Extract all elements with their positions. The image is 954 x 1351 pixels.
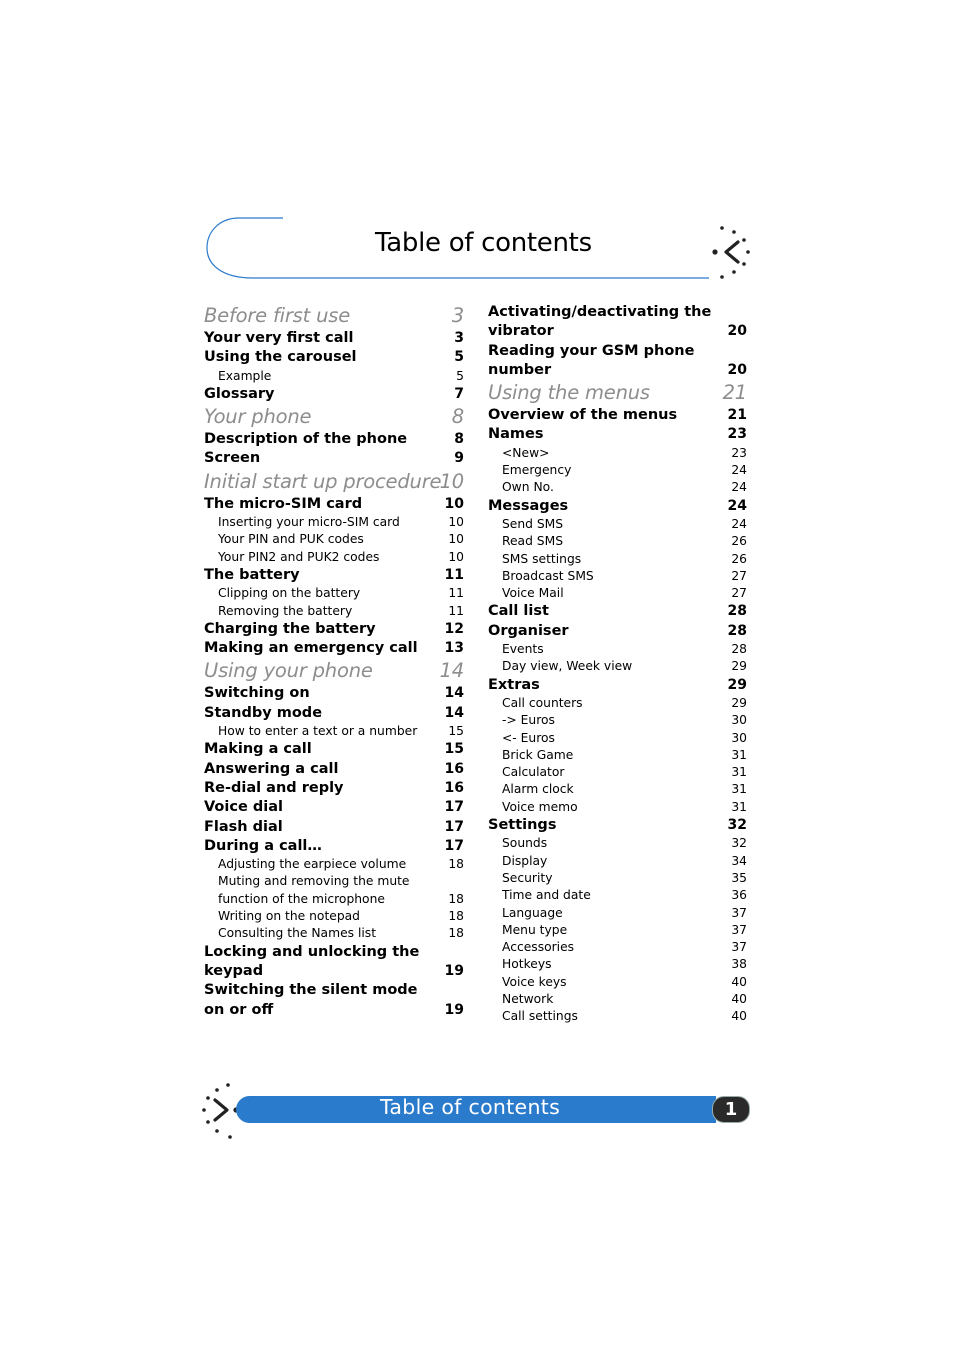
toc-page-number: 11 xyxy=(444,566,464,583)
toc-page-number: 21 xyxy=(727,407,747,424)
toc-entry-label: Making an emergency call xyxy=(204,640,418,657)
toc-entry-label: Switching the silent mode xyxy=(204,982,418,999)
toc-subentry xyxy=(488,764,747,781)
toc-entry-label: Using your phone xyxy=(204,659,373,683)
footer-title: Table of contents xyxy=(380,1095,561,1119)
toc-entry xyxy=(488,497,747,516)
toc-entry-label: Removing the battery xyxy=(218,603,353,618)
toc-entry xyxy=(204,779,464,798)
toc-entry-label: The battery xyxy=(204,566,300,583)
toc-section-heading xyxy=(204,658,464,684)
toc-entry xyxy=(204,837,464,856)
toc-page-number: 15 xyxy=(448,724,464,739)
toc-subentry xyxy=(204,585,464,602)
toc-entry-label: Call counters xyxy=(502,695,583,710)
toc-entry-label: Menu type xyxy=(502,922,568,937)
toc-subentry xyxy=(488,835,747,852)
toc-page-number: 5 xyxy=(454,349,464,366)
toc-page-number: 31 xyxy=(731,782,747,797)
toc-subentry xyxy=(204,531,464,548)
toc-entry-label: Your PIN and PUK codes xyxy=(218,532,364,547)
toc-subentry xyxy=(204,603,464,620)
toc-page-number: 29 xyxy=(731,659,747,674)
toc-entry-label: Sounds xyxy=(502,836,548,851)
toc-entry xyxy=(204,981,464,1000)
toc-entry xyxy=(204,385,464,404)
toc-page-number: 11 xyxy=(448,603,464,618)
dots-chevron-icon xyxy=(200,1080,240,1142)
toc-entry xyxy=(204,566,464,585)
toc-entry xyxy=(204,684,464,703)
toc-entry xyxy=(204,329,464,348)
toc-entry xyxy=(204,430,464,449)
toc-subentry xyxy=(488,730,747,747)
toc-entry xyxy=(488,425,747,444)
toc-entry-label: Screen xyxy=(204,450,261,467)
toc-page-number: 23 xyxy=(731,445,747,460)
toc-page-number: 29 xyxy=(731,695,747,710)
toc-page-number: 28 xyxy=(731,642,747,657)
toc-page-number: 15 xyxy=(444,741,464,758)
toc-subentry xyxy=(488,905,747,922)
toc-entry-label: Call settings xyxy=(502,1009,578,1024)
toc-subentry xyxy=(488,533,747,550)
toc-subentry xyxy=(204,925,464,942)
toc-entry xyxy=(204,962,464,981)
toc-subentry xyxy=(204,368,464,385)
toc-entry-label: Network xyxy=(502,991,554,1006)
toc-entry-label: Clipping on the battery xyxy=(218,586,361,601)
toc-entry-label: on or off xyxy=(204,1001,274,1018)
toc-entry xyxy=(204,1001,464,1020)
toc-entry-label: Initial start up procedure xyxy=(204,469,442,493)
toc-entry-label: Organiser xyxy=(488,622,569,639)
toc-entry-label: Calculator xyxy=(502,765,565,780)
toc-page-number: 10 xyxy=(448,532,464,547)
toc-page-number: 40 xyxy=(731,1009,747,1024)
toc-entry-label: Settings xyxy=(488,817,557,834)
toc-subentry xyxy=(488,1008,747,1025)
toc-page-number: 10 xyxy=(448,515,464,530)
toc-entry xyxy=(204,740,464,759)
toc-page-number: 8 xyxy=(454,431,464,448)
toc-page-number: 32 xyxy=(731,836,747,851)
toc-entry-label: Charging the battery xyxy=(204,620,376,637)
toc-page-number: 19 xyxy=(444,1001,464,1018)
toc-entry-label: Names xyxy=(488,426,544,443)
toc-entry-label: Standby mode xyxy=(204,704,323,721)
toc-entry-label: Your phone xyxy=(204,405,312,429)
toc-page-number: 13 xyxy=(444,640,464,657)
toc-entry-label: Alarm clock xyxy=(502,782,574,797)
toc-entry xyxy=(204,348,464,367)
toc-page-number: 9 xyxy=(454,450,464,467)
toc-page-number: 18 xyxy=(448,909,464,924)
toc-entry-label: Send SMS xyxy=(502,516,564,531)
toc-entry-label: Activating/deactivating the xyxy=(488,304,712,320)
toc-subentry xyxy=(488,870,747,887)
toc-page-number: 40 xyxy=(731,991,747,1006)
toc-page-number: 17 xyxy=(444,799,464,816)
dots-chevron-icon xyxy=(708,222,754,280)
toc-subentry xyxy=(204,891,464,908)
toc-entry xyxy=(204,798,464,817)
toc-entry-label: Before first use xyxy=(204,304,351,327)
toc-entry-label: Reading your GSM phone xyxy=(488,342,695,359)
toc-entry-label: Events xyxy=(502,642,544,657)
toc-entry xyxy=(204,449,464,468)
toc-page-number: 20 xyxy=(727,323,747,340)
toc-entry xyxy=(204,760,464,779)
toc-entry-label: Your very first call xyxy=(204,330,354,346)
toc-page-number: 28 xyxy=(727,622,747,639)
toc-entry-label: Your PIN2 and PUK2 codes xyxy=(218,549,380,564)
toc-entry-label: SMS settings xyxy=(502,551,582,566)
toc-page-number: 38 xyxy=(731,957,747,972)
toc-entry-label: Extras xyxy=(488,676,540,693)
toc-entry-label: Language xyxy=(502,905,563,920)
toc-subentry xyxy=(488,516,747,533)
toc-entry-label: Glossary xyxy=(204,385,275,402)
toc-subentry xyxy=(488,658,747,675)
toc-page-number: 34 xyxy=(731,853,747,868)
toc-subentry xyxy=(488,991,747,1008)
toc-entry-label: Brick Game xyxy=(502,747,574,762)
toc-page-number: 40 xyxy=(731,974,747,989)
toc-entry-label: Overview of the menus xyxy=(488,407,678,424)
toc-page-number: 24 xyxy=(727,497,747,514)
toc-entry-label: Switching on xyxy=(204,685,310,702)
toc-entry xyxy=(488,322,747,341)
toc-entry-label: vibrator xyxy=(488,323,554,340)
toc-page-number: 14 xyxy=(439,659,464,683)
toc-entry-label: Time and date xyxy=(502,888,591,903)
toc-entry-label: The micro-SIM card xyxy=(204,495,363,512)
toc-entry-label: Inserting your micro-SIM card xyxy=(218,515,400,530)
toc-left-column xyxy=(204,303,464,1020)
toc-entry xyxy=(488,816,747,835)
toc-page-number: 16 xyxy=(444,779,464,796)
toc-page-number: 31 xyxy=(731,765,747,780)
toc-subentry xyxy=(204,723,464,740)
toc-entry-label: Voice memo xyxy=(502,799,578,814)
toc-page-number: 14 xyxy=(444,704,464,721)
toc-page-number: 7 xyxy=(454,385,464,402)
toc-section-heading xyxy=(488,380,747,406)
toc-entry-label: Writing on the notepad xyxy=(218,909,360,924)
toc-page-number: 37 xyxy=(731,905,747,920)
toc-right-column xyxy=(488,303,747,1026)
toc-entry xyxy=(204,818,464,837)
page-number: 1 xyxy=(724,1099,738,1120)
toc-entry-label: Answering a call xyxy=(204,760,339,777)
toc-page-number: 24 xyxy=(731,480,747,495)
toc-entry-label: Using the carousel xyxy=(204,349,357,366)
toc-subentry xyxy=(488,974,747,991)
toc-page-number: 36 xyxy=(731,888,747,903)
toc-entry-label: keypad xyxy=(204,962,264,979)
toc-entry xyxy=(488,676,747,695)
toc-entry xyxy=(204,639,464,658)
toc-subentry xyxy=(488,479,747,496)
toc-page-number: 8 xyxy=(451,405,464,429)
toc-page-number: 26 xyxy=(731,534,747,549)
toc-subentry xyxy=(204,908,464,925)
toc-subentry xyxy=(488,922,747,939)
toc-page-number: 18 xyxy=(448,857,464,872)
toc-entry-label: <New> xyxy=(502,445,550,460)
toc-entry-label: Description of the phone xyxy=(204,431,408,448)
toc-page-number: 12 xyxy=(444,620,464,637)
toc-page-number: 18 xyxy=(448,891,464,906)
toc-entry-label: Messages xyxy=(488,497,569,514)
toc-page-number: 37 xyxy=(731,940,747,955)
toc-entry-label: Accessories xyxy=(502,940,575,955)
toc-page-number: 20 xyxy=(727,361,747,378)
toc-subentry xyxy=(488,853,747,870)
toc-entry-label: Making a call xyxy=(204,741,312,758)
toc-page-number: 10 xyxy=(448,549,464,564)
toc-subentry xyxy=(488,747,747,764)
toc-page-number: 24 xyxy=(731,463,747,478)
toc-page-number: 30 xyxy=(731,713,747,728)
toc-page-number: 31 xyxy=(731,799,747,814)
toc-page-number: 11 xyxy=(448,586,464,601)
toc-page-number: 14 xyxy=(444,685,464,702)
toc-entry-label: Muting and removing the mute xyxy=(218,874,410,889)
toc-entry-label: Voice keys xyxy=(502,974,567,989)
toc-subentry xyxy=(488,445,747,462)
toc-subentry xyxy=(488,712,747,729)
toc-entry-label: Emergency xyxy=(502,463,572,478)
toc-entry-label: Day view, Week view xyxy=(502,659,633,674)
toc-subentry xyxy=(488,887,747,904)
toc-page-number: 18 xyxy=(448,926,464,941)
toc-entry-label: During a call… xyxy=(204,837,322,854)
toc-entry xyxy=(204,943,464,962)
toc-entry xyxy=(204,704,464,723)
toc-entry-label: Call list xyxy=(488,603,549,620)
toc-page-number: 30 xyxy=(731,730,747,745)
toc-subentry xyxy=(488,568,747,585)
toc-subentry xyxy=(488,695,747,712)
toc-entry-label: <- Euros xyxy=(502,730,555,745)
toc-page-number: 37 xyxy=(731,922,747,937)
toc-section-heading xyxy=(204,404,464,430)
toc-section-heading xyxy=(204,469,464,495)
toc-subentry xyxy=(204,514,464,531)
toc-entry xyxy=(488,361,747,380)
toc-page-number: 35 xyxy=(731,870,747,885)
toc-subentry xyxy=(204,856,464,873)
toc-page-number: 32 xyxy=(727,817,747,834)
toc-page-number: 3 xyxy=(454,330,464,346)
toc-entry-label: How to enter a text or a number xyxy=(218,724,418,739)
toc-entry xyxy=(488,406,747,425)
toc-subentry xyxy=(488,799,747,816)
toc-page-number: 10 xyxy=(439,469,464,493)
toc-entry xyxy=(488,622,747,641)
toc-entry-label: Read SMS xyxy=(502,534,564,549)
toc-page-number: 23 xyxy=(727,426,747,443)
toc-entry-label: Display xyxy=(502,853,548,868)
toc-entry-label: Hotkeys xyxy=(502,957,552,972)
toc-page-number: 16 xyxy=(444,760,464,777)
toc-subentry xyxy=(204,873,464,890)
toc-page-number: 10 xyxy=(444,495,464,512)
toc-section-heading xyxy=(204,303,464,329)
toc-subentry xyxy=(488,641,747,658)
toc-entry xyxy=(488,602,747,621)
toc-subentry xyxy=(488,462,747,479)
page-title: Table of contents xyxy=(375,228,592,258)
toc-subentry xyxy=(488,551,747,568)
toc-entry-label: Using the menus xyxy=(488,381,650,405)
toc-page-number: 27 xyxy=(731,586,747,601)
toc-entry-label: Adjusting the earpiece volume xyxy=(218,857,407,872)
toc-subentry xyxy=(488,956,747,973)
toc-entry xyxy=(204,620,464,639)
toc-entry xyxy=(204,495,464,514)
toc-entry-label: function of the microphone xyxy=(218,891,385,906)
toc-page-number: 26 xyxy=(731,551,747,566)
toc-entry-label: Security xyxy=(502,870,553,885)
toc-entry-label: -> Euros xyxy=(502,713,555,728)
toc-subentry xyxy=(488,585,747,602)
toc-entry-label: Own No. xyxy=(502,480,554,495)
toc-entry xyxy=(488,303,747,322)
toc-entry-label: Voice dial xyxy=(204,799,283,816)
toc-entry-label: Flash dial xyxy=(204,818,283,835)
toc-entry-label: Re-dial and reply xyxy=(204,779,344,796)
toc-entry-label: Voice Mail xyxy=(502,586,564,601)
toc-page-number: 24 xyxy=(731,516,747,531)
toc-entry-label: Locking and unlocking the xyxy=(204,943,420,960)
toc-entry-label: number xyxy=(488,361,552,378)
toc-page-number: 27 xyxy=(731,568,747,583)
toc-page-number: 19 xyxy=(444,962,464,979)
toc-entry-label: Broadcast SMS xyxy=(502,568,594,583)
toc-page-number: 31 xyxy=(731,747,747,762)
toc-page-number: 21 xyxy=(722,381,747,405)
toc-page-number: 17 xyxy=(444,818,464,835)
toc-page-number: 17 xyxy=(444,837,464,854)
toc-page-number: 5 xyxy=(456,368,464,383)
toc-page-number: 28 xyxy=(727,603,747,620)
toc-subentry xyxy=(488,781,747,798)
toc-page-number: 3 xyxy=(451,304,464,327)
toc-entry xyxy=(488,342,747,361)
toc-entry-label: Consulting the Names list xyxy=(218,926,377,941)
toc-subentry xyxy=(204,549,464,566)
toc-page-number: 29 xyxy=(727,676,747,693)
toc-entry-label: Example xyxy=(218,368,272,383)
toc-subentry xyxy=(488,939,747,956)
